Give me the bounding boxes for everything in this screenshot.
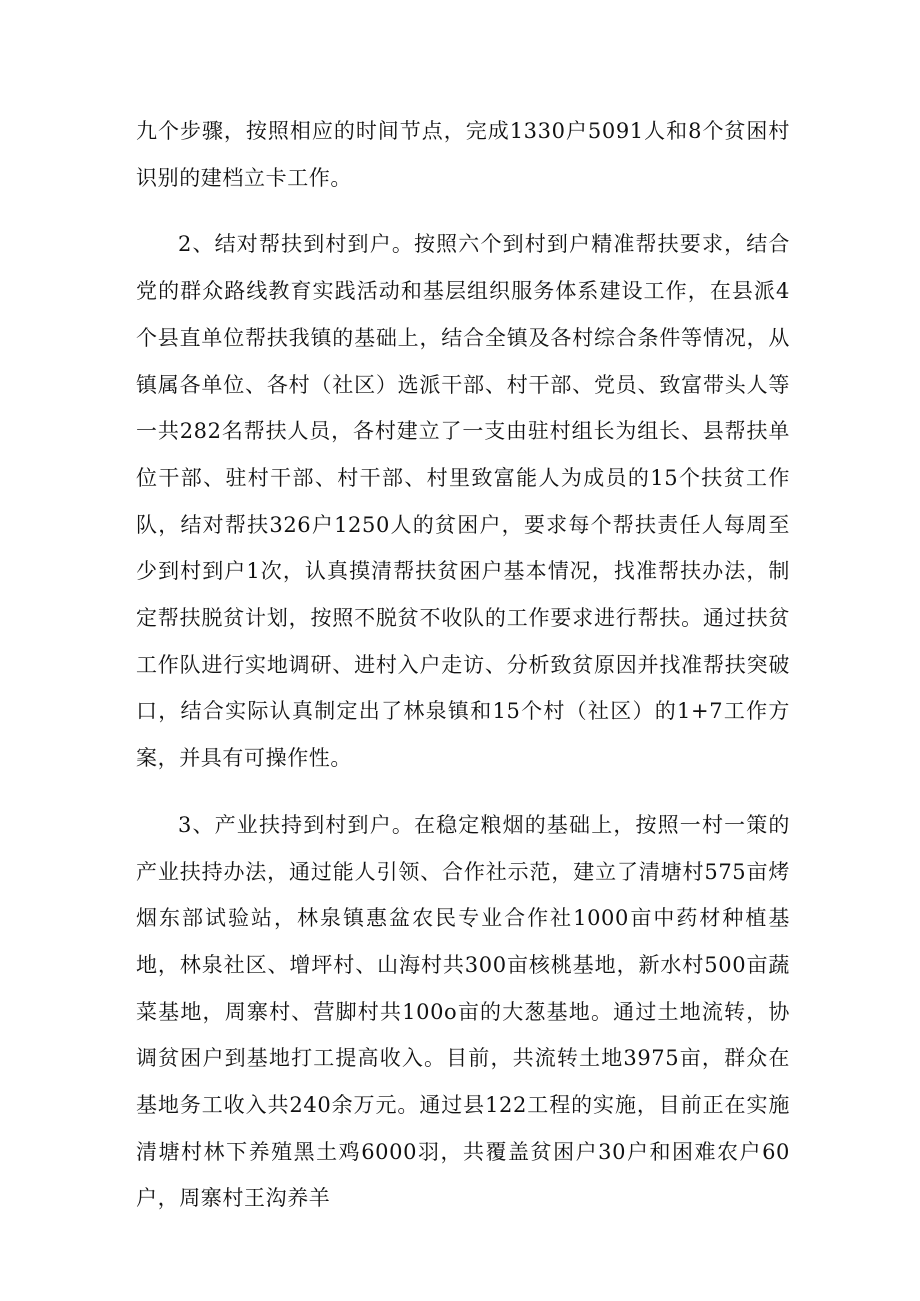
paragraph-industry-support: 3、产业扶持到村到户。在稳定粮烟的基础上，按照一村一策的产业扶持办法，通过能人引领、合作社示范，建立了清塘村575亩烤烟东部试验站，林泉镇惠盆农民专业合作社1000亩中药材种植基地，林泉社区、增坪村、山海村共300亩核桃基地，新水村500亩蔬菜基地，周寨村、营脚村共100o亩的大葱基地。通过土地流转，协调贫困户到基地打工提高收入。目前，共流转土地3975亩，群众在基地务工收入共240余万元。通过县122工程的实施，目前正在实施清塘村林下养殖黑土鸡6000羽，共覆盖贫困户30户和困难农户60户，周寨村王沟养羊 xyxy=(136,812,790,1211)
paragraph-continued: 九个步骤，按照相应的时间节点，完成1330户5091人和8个贫困村识别的建档立卡工作。 xyxy=(136,119,790,190)
document-body xyxy=(136,108,790,1222)
paragraph-pairing-assistance: 2、结对帮扶到村到户。按照六个到村到户精准帮扶要求，结合党的群众路线教育实践活动和基层组织服务体系建设工作，在县派4个县直单位帮扶我镇的基础上，结合全镇及各村综合条件等情况，从镇属各单位、各村（社区）选派干部、村干部、党员、致富带头人等一共282名帮扶人员，各村建立了一支由驻村组长为组长、县帮扶单位干部、驻村干部、村干部、村里致富能人为成员的15个扶贫工作队，结对帮扶326户1250人的贫困户，要求每个帮扶责任人每周至少到村到户1次，认真摸清帮扶贫困户基本情况，找准帮扶办法，制定帮扶脱贫计划，按照不脱贫不收队的工作要求进行帮扶。通过扶贫工作队进行实地调研、进村入户走访、分析致贫原因并找准帮扶突破口，结合实际认真制定出了林泉镇和15个村（社区）的1+7工作方案，并具有可操作性。 xyxy=(136,232,790,771)
